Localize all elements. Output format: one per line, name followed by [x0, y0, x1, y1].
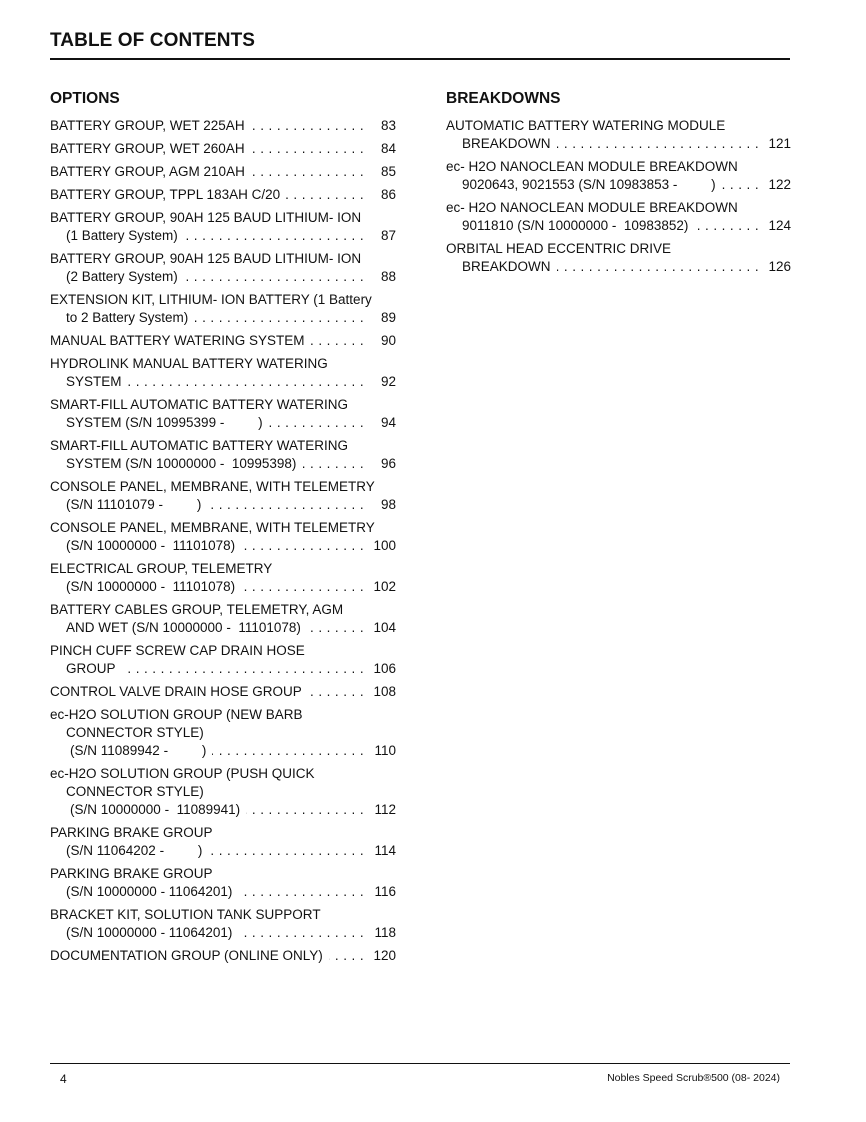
toc-entry-text: SYSTEM (S/N 10000000 - 10995398): [66, 456, 297, 471]
toc-entry[interactable]: [50, 291, 396, 327]
toc-entry-text: AND WET (S/N 10000000 - 11101078): [66, 620, 301, 635]
toc-page-number: 112: [374, 802, 396, 817]
toc-entry-text: 9011810 (S/N 10000000 - 10983852): [462, 218, 689, 233]
toc-entry[interactable]: [50, 642, 396, 678]
toc-entry-text: SMART-FILL AUTOMATIC BATTERY WATERING: [50, 397, 349, 412]
toc-entry[interactable]: [50, 478, 396, 514]
toc-entry-text: DOCUMENTATION GROUP (ONLINE ONLY): [50, 948, 323, 963]
dot-leader: [302, 455, 364, 473]
dot-leader: [241, 537, 364, 555]
toc-page-number: 87: [380, 228, 396, 243]
toc-entry-text: ec-H2O SOLUTION GROUP (PUSH QUICK: [50, 766, 315, 781]
dot-leader: [251, 117, 364, 135]
dot-leader: [269, 414, 364, 432]
toc-page-number: 86: [380, 187, 396, 202]
dot-leader: [286, 186, 364, 204]
toc-entry-text: CONSOLE PANEL, MEMBRANE, WITH TELEMETRY: [50, 479, 375, 494]
toc-entry[interactable]: [50, 947, 396, 965]
toc-entry-text: HYDROLINK MANUAL BATTERY WATERING: [50, 356, 328, 371]
toc-entry[interactable]: [50, 601, 396, 637]
toc-entry[interactable]: [446, 158, 791, 194]
toc-page-number: 104: [373, 620, 396, 635]
toc-entry-text: MANUAL BATTERY WATERING SYSTEM: [50, 333, 305, 348]
dot-leader: [184, 227, 364, 245]
toc-entry-text: CONTROL VALVE DRAIN HOSE GROUP: [50, 684, 302, 699]
toc-entry[interactable]: [50, 560, 396, 596]
options-column: [50, 90, 396, 970]
toc-entry[interactable]: [50, 706, 396, 760]
toc-entry[interactable]: [50, 396, 396, 432]
toc-entry[interactable]: [446, 240, 791, 276]
toc-entry-text: ec- H2O NANOCLEAN MODULE BREAKDOWN: [446, 159, 738, 174]
dot-leader: [208, 842, 364, 860]
footer-page-number: 4: [60, 1072, 67, 1086]
toc-entry-text: (S/N 10000000 - 11101078): [66, 579, 236, 594]
toc-entry-text: PARKING BRAKE GROUP: [50, 866, 213, 881]
toc-page-number: 116: [374, 884, 396, 899]
toc-entry-text: BREAKDOWN: [462, 136, 551, 151]
toc-entry-text: ELECTRICAL GROUP, TELEMETRY: [50, 561, 273, 576]
toc-entry[interactable]: [50, 209, 396, 245]
toc-entry-text: PINCH CUFF SCREW CAP DRAIN HOSE: [50, 643, 305, 658]
dot-leader: [251, 163, 364, 181]
toc-page-number: 96: [380, 456, 396, 471]
toc-entry-text: BATTERY GROUP, WET 225AH: [50, 118, 245, 133]
toc-entry-text: (S/N 10000000 - 11064201): [66, 884, 233, 899]
dot-leader: [184, 268, 364, 286]
toc-entry[interactable]: [50, 765, 396, 819]
options-list: [50, 117, 396, 965]
dot-leader: [329, 947, 364, 965]
toc-page-number: 126: [768, 259, 791, 274]
toc-page-number: 92: [380, 374, 396, 389]
toc-entry-text: to 2 Battery System): [66, 310, 189, 325]
breakdowns-column: [446, 90, 791, 281]
breakdowns-heading: BREAKDOWNS: [446, 90, 561, 107]
dot-leader: [251, 140, 364, 158]
toc-page-number: 83: [380, 118, 396, 133]
toc-entry[interactable]: [50, 865, 396, 901]
dot-leader: [194, 309, 364, 327]
toc-entry-text: CONNECTOR STYLE): [66, 784, 204, 799]
toc-entry-text: BATTERY GROUP, 90AH 125 BAUD LITHIUM- ION: [50, 210, 362, 225]
toc-page-number: 122: [768, 177, 791, 192]
toc-entry-text: ORBITAL HEAD ECCENTRIC DRIVE: [446, 241, 672, 256]
toc-page-number: 118: [374, 925, 396, 940]
dot-leader: [238, 883, 364, 901]
toc-entry[interactable]: [50, 117, 396, 135]
toc-entry-text: CONSOLE PANEL, MEMBRANE, WITH TELEMETRY: [50, 520, 375, 535]
toc-page-number: 120: [373, 948, 396, 963]
dot-leader: [241, 578, 364, 596]
toc-entry[interactable]: [50, 519, 396, 555]
toc-page-number: 102: [373, 579, 396, 594]
dot-leader: [311, 332, 364, 350]
toc-entry[interactable]: [50, 437, 396, 473]
toc-entry[interactable]: [446, 199, 791, 235]
dot-leader: [694, 217, 759, 235]
toc-entry-text: (S/N 10000000 - 11064201): [66, 925, 233, 940]
toc-entry-text: BATTERY CABLES GROUP, TELEMETRY, AGM: [50, 602, 344, 617]
toc-entry-text: GROUP: [66, 661, 116, 676]
toc-page-number: 85: [380, 164, 396, 179]
header-divider: [50, 58, 790, 60]
toc-entry-text: SYSTEM: [66, 374, 122, 389]
toc-entry[interactable]: [446, 117, 791, 153]
dot-leader: [308, 683, 364, 701]
toc-page-number: 84: [380, 141, 396, 156]
toc-entry-text: (S/N 10000000 - 11101078): [66, 538, 236, 553]
toc-entry[interactable]: [50, 824, 396, 860]
dot-leader: [307, 619, 364, 637]
toc-entry-text: (S/N 11089942 - ): [70, 743, 207, 758]
toc-entry-text: PARKING BRAKE GROUP: [50, 825, 213, 840]
toc-entry-text: (S/N 11101079 - ): [66, 497, 202, 512]
dot-leader: [122, 660, 364, 678]
toc-entry-text: (2 Battery System): [66, 269, 178, 284]
toc-entry-text: BATTERY GROUP, AGM 210AH: [50, 164, 245, 179]
dot-leader: [212, 742, 364, 760]
toc-entry-text: BRACKET KIT, SOLUTION TANK SUPPORT: [50, 907, 321, 922]
toc-entry-text: ec- H2O NANOCLEAN MODULE BREAKDOWN: [446, 200, 738, 215]
toc-page-number: 114: [374, 843, 396, 858]
toc-entry-text: (S/N 11064202 - ): [66, 843, 203, 858]
dot-leader: [722, 176, 759, 194]
toc-entry-text: BATTERY GROUP, WET 260AH: [50, 141, 245, 156]
toc-page-number: 108: [373, 684, 396, 699]
toc-entry[interactable]: [50, 332, 396, 350]
toc-entry-text: EXTENSION KIT, LITHIUM- ION BATTERY (1 Battery: [50, 292, 372, 307]
dot-leader: [557, 258, 759, 276]
toc-entry[interactable]: [50, 163, 396, 181]
dot-leader: [246, 801, 364, 819]
toc-page-number: 98: [380, 497, 396, 512]
toc-entry[interactable]: [50, 140, 396, 158]
toc-entry-text: SMART-FILL AUTOMATIC BATTERY WATERING: [50, 438, 349, 453]
toc-entry[interactable]: [50, 186, 396, 204]
dot-leader: [238, 924, 364, 942]
options-heading: OPTIONS: [50, 90, 120, 107]
toc-entry[interactable]: [50, 683, 396, 701]
toc-page-number: 90: [380, 333, 396, 348]
toc-entry-text: BREAKDOWN: [462, 259, 551, 274]
toc-page-number: 121: [768, 136, 791, 151]
toc-entry-text: (1 Battery System): [66, 228, 178, 243]
toc-entry-text: BATTERY GROUP, 90AH 125 BAUD LITHIUM- ION: [50, 251, 362, 266]
toc-entry[interactable]: [50, 250, 396, 286]
toc-page-number: 106: [373, 661, 396, 676]
toc-entry[interactable]: [50, 906, 396, 942]
toc-page-number: 94: [380, 415, 396, 430]
dot-leader: [128, 373, 364, 391]
toc-entry-text: BATTERY GROUP, TPPL 183AH C/20: [50, 187, 281, 202]
toc-entry-text: 9020643, 9021553 (S/N 10983853 - ): [462, 177, 716, 192]
toc-entry-text: (S/N 10000000 - 11089941): [70, 802, 241, 817]
toc-page-number: 89: [380, 310, 396, 325]
dot-leader: [207, 496, 364, 514]
dot-leader: [557, 135, 759, 153]
breakdowns-list: [446, 117, 791, 276]
toc-entry[interactable]: [50, 355, 396, 391]
footer-divider: [50, 1063, 790, 1064]
footer-document-title: Nobles Speed Scrub®500 (08- 2024): [607, 1072, 780, 1084]
toc-entry-text: SYSTEM (S/N 10995399 - ): [66, 415, 263, 430]
toc-page-number: 110: [374, 743, 396, 758]
page-title: TABLE OF CONTENTS: [50, 30, 256, 51]
toc-entry-text: ec-H2O SOLUTION GROUP (NEW BARB: [50, 707, 303, 722]
toc-entry-text: CONNECTOR STYLE): [66, 725, 204, 740]
toc-page-number: 100: [373, 538, 396, 553]
toc-page-number: 88: [380, 269, 396, 284]
toc-page-number: 124: [768, 218, 791, 233]
toc-entry-text: AUTOMATIC BATTERY WATERING MODULE: [446, 118, 726, 133]
